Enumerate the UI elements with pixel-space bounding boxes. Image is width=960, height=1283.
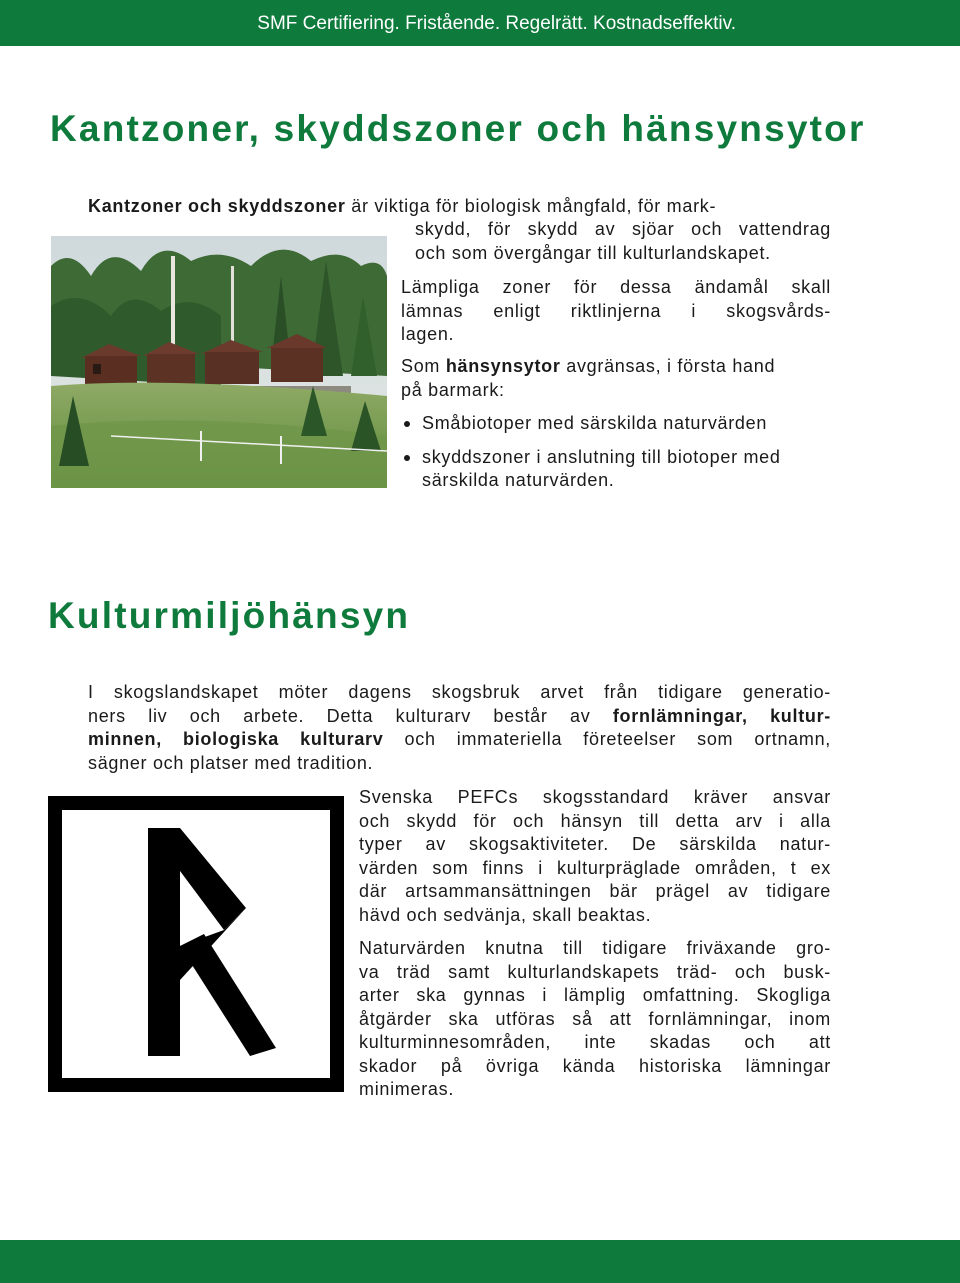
hansyn-bold: hänsynsytor [445, 356, 561, 376]
header-tagline: SMF Certifiering. Fristående. Regelrätt. Kostnadseffektiv. [257, 13, 736, 34]
bullet-text: Småbiotoper med särskilda naturvärden [422, 413, 768, 433]
hansyn-post: avgränsas, i första hand [560, 356, 776, 376]
intro-bold: Kantzoner och skyddszoner [88, 196, 346, 216]
kultur-p1-line-1: I skogslandskapet möter dagens skogsbruk arvet från tidigare generatio- [88, 682, 831, 702]
kultur-p3-line: arter ska gynnas i lämplig omfattning. Skogliga [359, 985, 831, 1005]
kultur-p1-line-3 [88, 728, 831, 752]
kultur-p1-line-2 [88, 705, 831, 729]
kultur-p3-line: åtgärder ska utföras så att fornlämningar, inom [359, 1008, 831, 1029]
hansyn-line-2: på barmark: [401, 379, 505, 400]
kultur-paragraph-1 [88, 681, 831, 775]
kultur-p2-line: hävd och sedvänja, skall beaktas. [359, 904, 652, 925]
zones-line-3: lagen. [401, 324, 455, 344]
section-title-kulturmiljo: Kulturmiljöhänsyn [48, 595, 411, 636]
kultur-p2-line: där artsammansättningen bär prägel av tidigare [359, 881, 831, 901]
kultur-p2-line: värden som finns i kulturpräglade områden, t ex [359, 857, 831, 878]
zones-line-2: lämnas enligt riktlinjerna i skogsvårds- [401, 300, 831, 321]
kultur-p3-line: va träd samt kulturlandskapets träd- och busk- [359, 961, 831, 982]
kultur-p2-line: typer av skogsaktiviteter. De särskilda natur- [359, 834, 831, 854]
kultur-p3-line: minimeras. [359, 1079, 455, 1099]
bullet-dot-icon [404, 421, 410, 427]
bullet-text: skyddszoner i anslutning till biotoper med [422, 446, 781, 467]
bullet-dot-icon [404, 455, 410, 461]
kultur-p1-line-2-text: ners liv och arbete. Detta kulturarv består av [88, 705, 613, 726]
zones-line-1: Lämpliga zoner för dessa ändamål skall [401, 277, 831, 297]
kultur-p3-line: skador på övriga kända historiska lämningar [359, 1055, 831, 1076]
bullet-item [401, 446, 841, 493]
kultur-paragraph-3 [359, 937, 831, 1102]
intro-line-2: skydd, för skydd av sjöar och vattendrag [415, 219, 831, 239]
kultur-paragraph-2 [359, 786, 831, 927]
intro-text: är viktiga för biologisk mångfald, för mark- [345, 196, 717, 216]
kultur-p3-line: kulturminnesområden, inte skadas och att [359, 1032, 831, 1052]
bullet-text: särskilda naturvärden. [422, 470, 615, 490]
hansyn-bullet-list [401, 412, 841, 503]
intro-line-1 [88, 195, 716, 219]
header-bar [0, 0, 960, 46]
zones-paragraph [401, 276, 831, 347]
kultur-p1-line-4: sägner och platser med tradition. [88, 752, 374, 773]
bullet-item [401, 412, 841, 436]
hansyn-paragraph [401, 355, 831, 402]
section-title-kantzoner: Kantzoner, skyddszoner och hänsynsytor [50, 108, 866, 149]
kultur-p1-line-2-bold: fornlämningar, kultur- [612, 705, 831, 726]
kultur-p3-line: Naturvärden knutna till tidigare friväxande gro- [359, 938, 831, 958]
hansyn-pre: Som [401, 356, 446, 376]
kultur-p1-line-3-text: och immateriella företeelser som ortnamn, [383, 729, 831, 749]
footer-bar [0, 1240, 960, 1283]
forest-barns-photo [51, 236, 387, 488]
intro-line-3: och som övergångar till kulturlandskapet. [415, 242, 771, 263]
intro-continued [415, 218, 831, 265]
rune-symbol [48, 796, 344, 1092]
kultur-p2-line: Svenska PEFCs skogsstandard kräver ansvar [359, 787, 831, 807]
kultur-p2-line: och skydd för och hänsyn till detta arv i alla [359, 810, 831, 831]
hansyn-line-1 [401, 355, 831, 379]
kultur-p1-line-3-bold: minnen, biologiska kulturarv [88, 729, 384, 749]
